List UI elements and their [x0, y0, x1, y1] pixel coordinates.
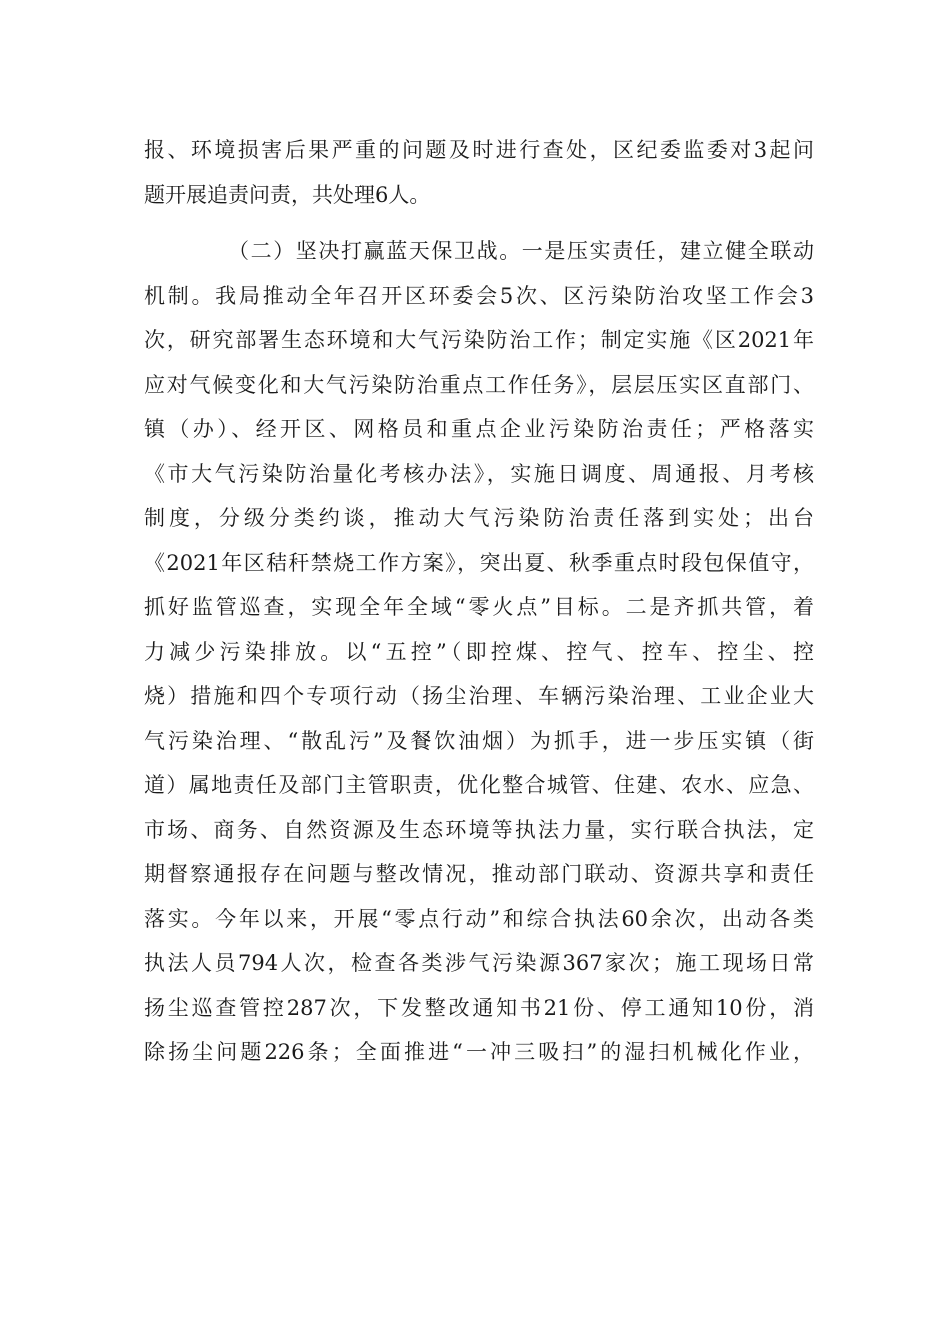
text-line-2: 题开展追责问责，共处理6人。: [144, 182, 431, 207]
text-line-14: 气污染治理、“散乱污”及餐饮油烟）为抓手，进一步压实镇（街: [144, 728, 814, 753]
text-line-13: 烧）措施和四个专项行动（扬尘治理、车辆污染治理、工业企业大: [144, 684, 814, 708]
text-line-9: 制度，分级分类约谈，推动大气污染防治责任落到实处；出台: [144, 506, 814, 530]
text-line-3: （二）坚决打赢蓝天保卫战。一是压实责任，建立健全联动: [228, 239, 814, 263]
text-line-11: 抓好监管巡查，实现全年全域“零火点”目标。二是齐抓共管，着: [144, 595, 814, 619]
text-line-6: 应对气候变化和大气污染防治重点工作任务》，层层压实区直部门、: [144, 372, 814, 397]
text-line-12: 力减少污染排放。以“五控”（即控煤、控气、控车、控尘、控: [144, 639, 814, 664]
text-line-18: 落实。今年以来，开展“零点行动”和综合执法60余次，出动各类: [144, 906, 814, 931]
text-line-21: 除扬尘问题226条；全面推进“一冲三吸扫”的湿扫机械化作业，: [144, 1040, 814, 1064]
body-text: [144, 128, 814, 1075]
text-line-16: 市场、商务、自然资源及生态环境等执法力量，实行联合执法，定: [144, 817, 814, 842]
text-line-5: 次，研究部署生态环境和大气污染防治工作；制定实施《区2021年: [144, 328, 814, 352]
text-line-17: 期督察通报存在问题与整改情况，推动部门联动、资源共享和责任: [144, 862, 814, 886]
text-line-7: 镇（办）、经开区、网格员和重点企业污染防治责任；严格落实: [144, 417, 814, 441]
text-line-20: 扬尘巡查管控287次，下发整改通知书21份、停工通知10份，消: [144, 995, 814, 1020]
text-line-10: 《2021年区秸秆禁烧工作方案》，突出夏、秋季重点时段包保值守，: [144, 550, 814, 575]
text-line-19: 执法人员794人次，检查各类涉气污染源367家次；施工现场日常: [144, 951, 814, 975]
paragraph-gap: [144, 217, 814, 229]
text-line-8: 《市大气污染防治量化考核办法》，实施日调度、周通报、月考核: [144, 461, 814, 486]
text-line-1: 报、环境损害后果严重的问题及时进行查处，区纪委监委对3起问: [144, 138, 814, 162]
text-line-15: 道）属地责任及部门主管职责，优化整合城管、住建、农水、应急、: [144, 773, 814, 797]
text-line-4: 机制。我局推动全年召开区环委会5次、区污染防治攻坚工作会3: [144, 283, 814, 308]
